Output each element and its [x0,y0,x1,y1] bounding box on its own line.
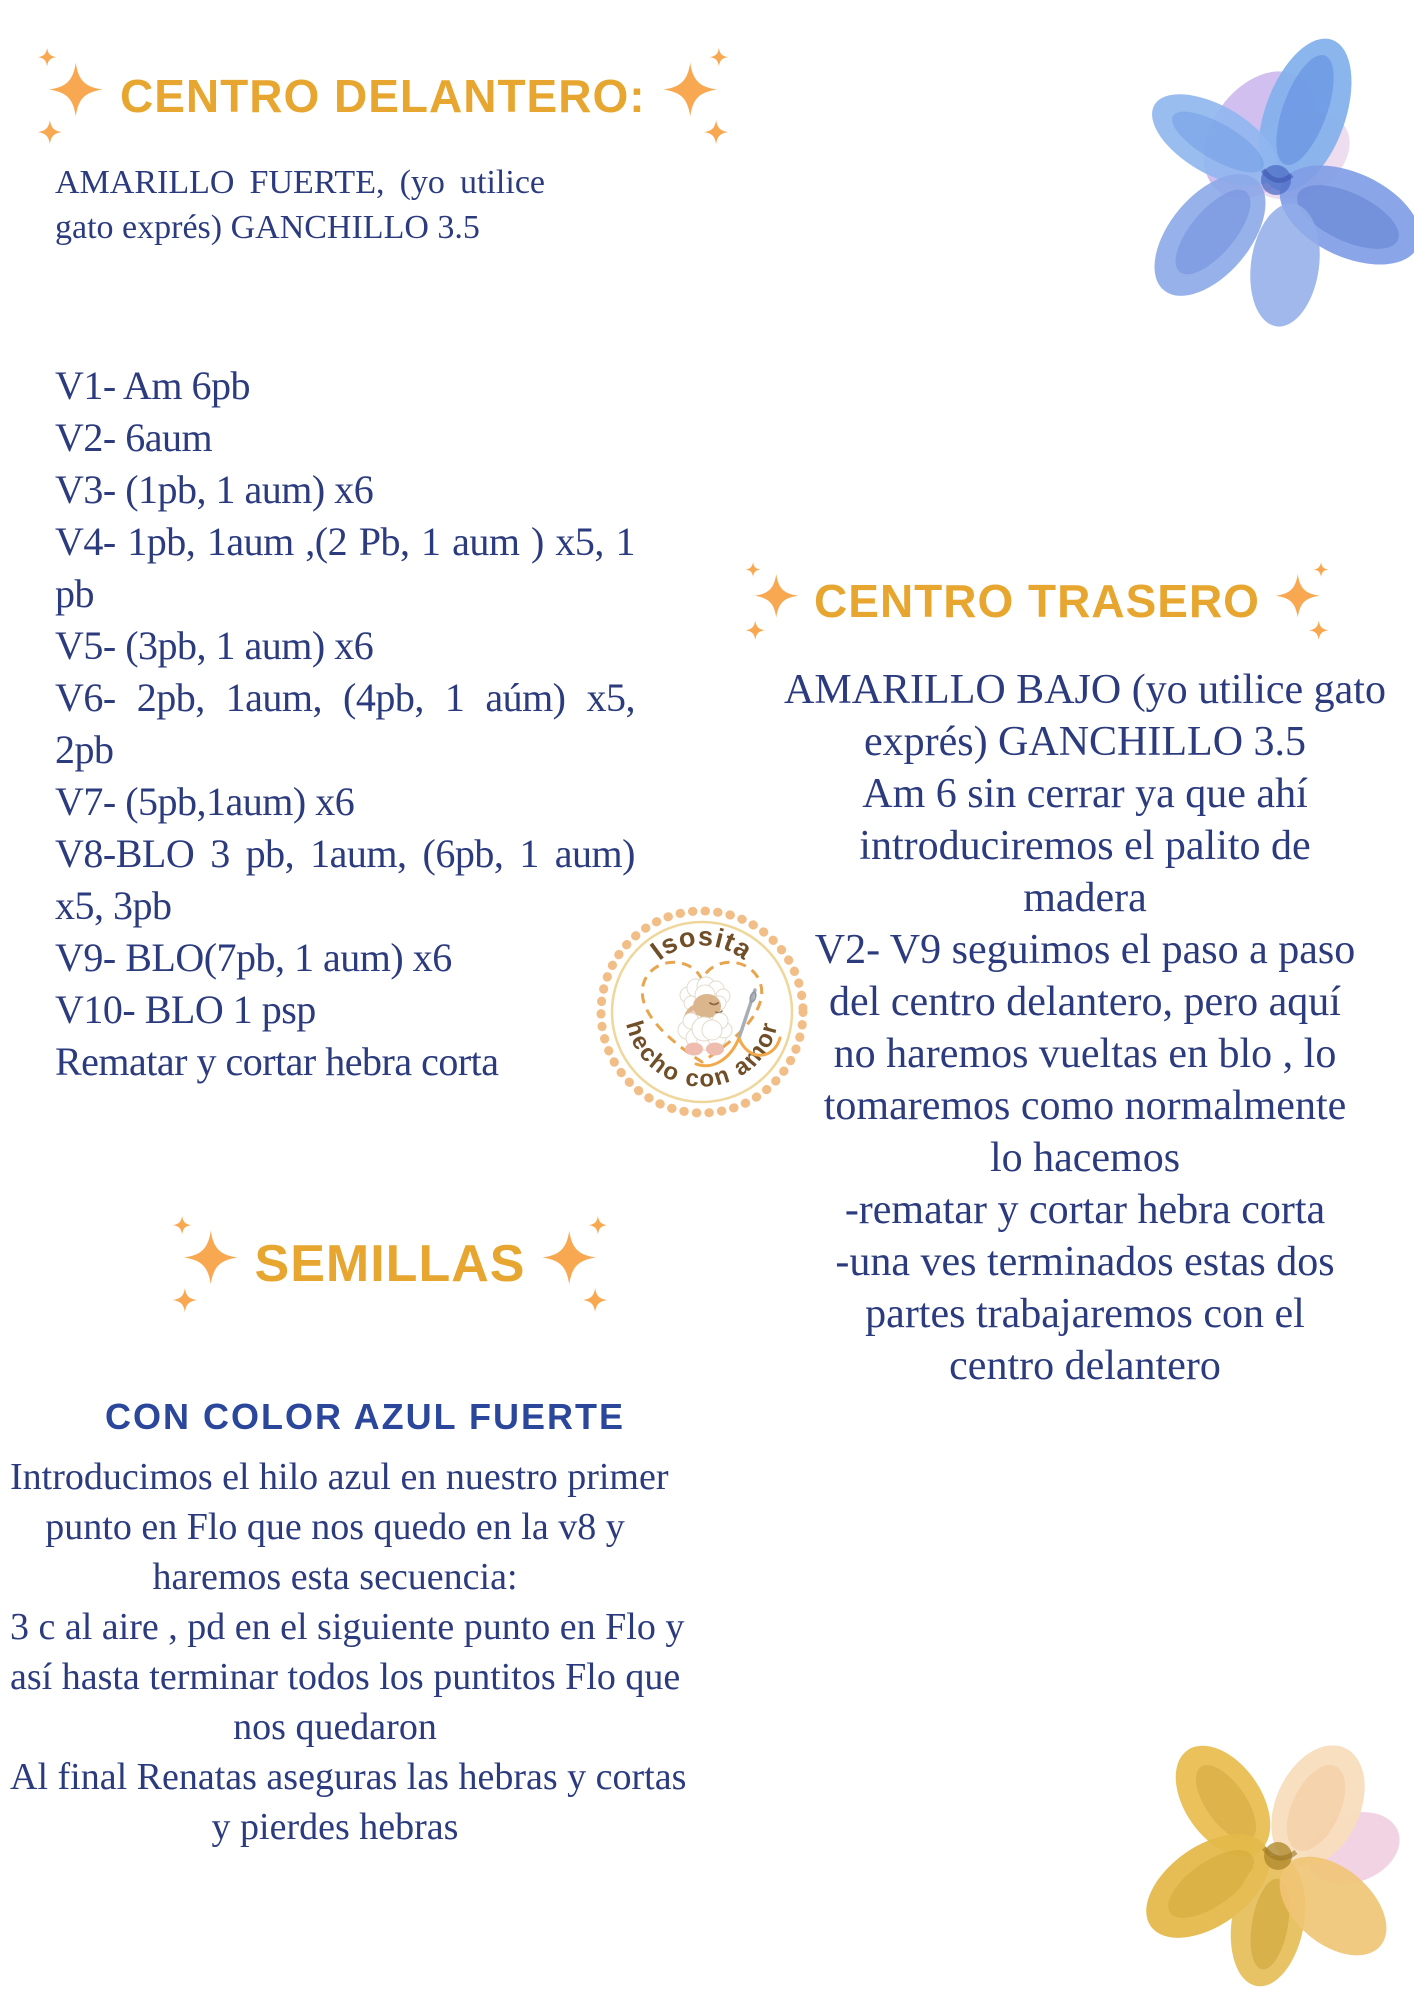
seeds-heading [130,1212,650,1316]
back-center-line: exprés) GANCHILLO 3.5 [863,719,1307,765]
back-center-line: partes trabajaremos con el [865,1291,1305,1337]
seeds-line: nos quedaron [233,1706,437,1748]
sparkle-icon [171,1212,245,1316]
logo-tagline: hecho con amor [620,1017,784,1094]
blue-watercolor-flower-illustration [1080,20,1414,330]
back-center-line: V2- V9 seguimos el paso a paso [814,927,1356,973]
svg-text:Isosita [645,921,758,966]
back-center-line: introduciremos el palito de [859,823,1311,869]
pattern-row: V2- 6aum [55,415,213,460]
intro-line: AMARILLO FUERTE, (yo utilice [55,164,545,201]
yellow-watercolor-flower-illustration [1118,1736,1414,2000]
back-center-line: AMARILLO BAJO (yo utilice gato [784,667,1386,713]
seeds-text [10,1452,687,1852]
seeds-line: Al final Renatas aseguras las hebras y cortas [10,1756,687,1798]
back-center-title: CENTRO TRASERO [814,575,1260,627]
front-center-heading [36,44,730,148]
seeds-line: punto en Flo que nos quedo en la v8 y [45,1506,625,1548]
seeds-line: 3 c al aire , pd en el siguiente punto en Flo y [10,1606,685,1648]
seeds-line: haremos esta secuencia: [152,1556,518,1598]
front-center-rows [55,360,635,1088]
seeds-subtitle: CON COLOR AZUL FUERTE [105,1396,625,1437]
pattern-row: V8-BLO 3 pb, 1aum, (6pb, 1 aum) [55,831,635,876]
sparkle-icon [656,44,730,148]
back-center-heading [660,556,1414,646]
front-center-title: CENTRO DELANTERO: [120,70,646,122]
pattern-row: Rematar y cortar hebra corta [55,1039,499,1084]
pattern-row: V10- BLO 1 psp [55,987,316,1032]
pattern-row: V3- (1pb, 1 aum) x6 [55,467,374,512]
back-center-line: madera [1023,875,1147,921]
pattern-row: pb [55,571,94,616]
pattern-row: V4- 1pb, 1aum ,(2 Pb, 1 aum ) x5, 1 [55,519,635,564]
seeds-title: SEMILLAS [254,1235,526,1293]
logo-brand: Isosita [644,921,759,966]
pattern-row: V6- 2pb, 1aum, (4pb, 1 aúm) x5, [55,675,635,720]
pattern-row: V7- (5pb,1aum) x6 [55,779,355,824]
seeds-line: y pierdes hebras [211,1806,459,1848]
back-center-text [760,664,1410,1392]
intro-line: gato exprés) GANCHILLO 3.5 [55,209,480,246]
sparkle-icon [744,556,804,646]
back-center-line: del centro delantero, pero aquí [829,979,1341,1025]
sheep-illustration [678,977,732,1056]
sparkle-icon [535,1212,609,1316]
seeds-line: Introducimos el hilo azul en nuestro primer [10,1456,669,1498]
pattern-row: 2pb [55,727,114,772]
sparkle-icon [36,44,110,148]
isosita-logo [592,902,812,1122]
back-center-line: -rematar y cortar hebra corta [844,1187,1326,1233]
seeds-line: así hasta terminar todos los puntitos Flo que [10,1656,681,1698]
front-center-intro [55,160,545,250]
pattern-row: V9- BLO(7pb, 1 aum) x6 [55,935,452,980]
pattern-row: V1- Am 6pb [55,363,250,408]
pattern-row: x5, 3pb [55,883,172,928]
back-center-line: centro delantero [949,1343,1221,1389]
back-center-line: lo hacemos [989,1135,1181,1181]
pattern-row: V5- (3pb, 1 aum) x6 [55,623,374,668]
sparkle-icon [1270,556,1330,646]
back-center-line: no haremos vueltas en blo , lo [833,1031,1337,1077]
back-center-line: Am 6 sin cerrar ya que ahí [862,771,1308,817]
back-center-line: tomaremos como normalmente [823,1083,1347,1129]
back-center-line: -una ves terminados estas dos [835,1239,1335,1285]
